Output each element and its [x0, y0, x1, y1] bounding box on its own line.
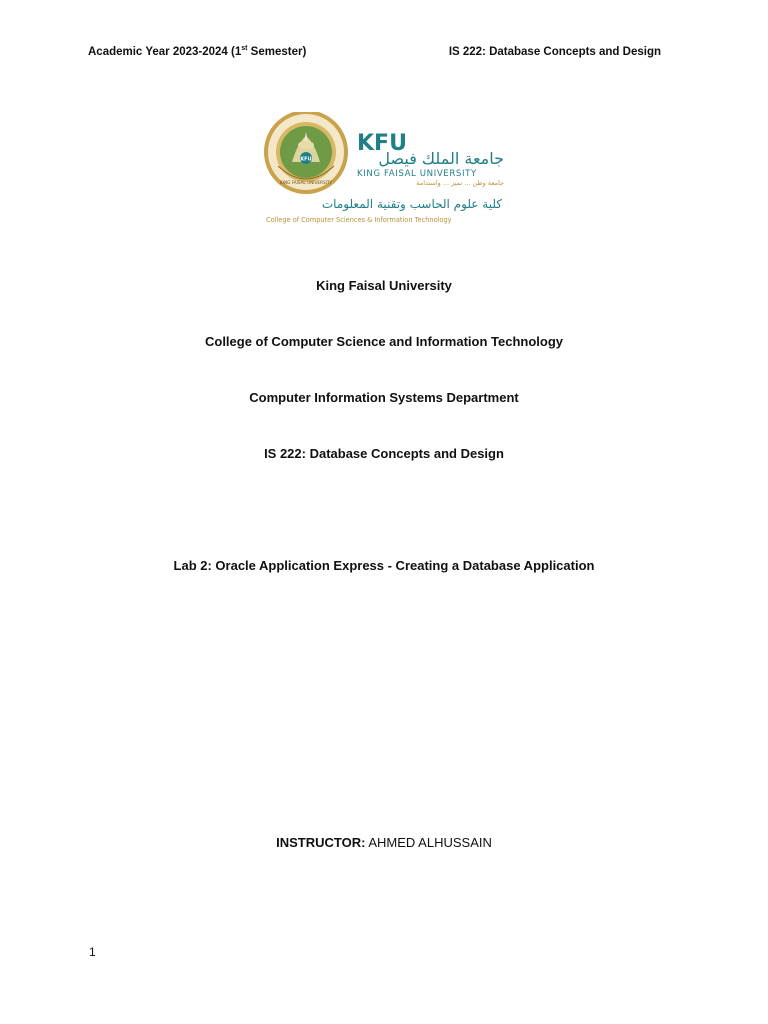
lab-title: Lab 2: Oracle Application Express - Creating a Database Application [173, 558, 595, 573]
instructor-name: AHMED ALHUSSAIN [365, 835, 492, 850]
course-name: IS 222: Database Concepts and Design [264, 446, 504, 461]
svg-text:KFU: KFU [357, 131, 407, 156]
university-seal-icon [264, 112, 348, 194]
svg-text:KING FAISAL UNIVERSITY: KING FAISAL UNIVERSITY [280, 180, 332, 185]
header-left-superscript: st [241, 45, 248, 53]
kfu-logo [262, 112, 508, 230]
header-left-suffix: Semester) [247, 46, 307, 58]
svg-text:كلية علوم الحاسب وتقنية المعلو: كلية علوم الحاسب وتقنية المعلومات [321, 197, 502, 211]
header-course-title: IS 222: Database Concepts and Design [448, 46, 661, 58]
svg-text:College of Computer Sciences &: College of Computer Sciences & Information Technology [266, 216, 452, 224]
page-number: 1 [89, 945, 96, 959]
svg-text:KING FAISAL UNIVERSITY: KING FAISAL UNIVERSITY [357, 169, 477, 179]
instructor-line [0, 835, 768, 850]
header-left-prefix: Academic Year 2023-2024 (1 [88, 46, 242, 58]
svg-text:KFU: KFU [300, 156, 312, 163]
instructor-label: INSTRUCTOR: [276, 835, 366, 850]
svg-text:جامعة وطن ... تميز ... واستدام: جامعة وطن ... تميز ... واستدامة [416, 179, 504, 187]
header-academic-year [88, 46, 306, 58]
svg-text:جامعة الملك فيصل: جامعة الملك فيصل [378, 149, 504, 168]
college-name: College of Computer Science and Information Technology [204, 334, 563, 349]
department-name: Computer Information Systems Department [249, 390, 519, 405]
university-name: King Faisal University [316, 278, 452, 293]
